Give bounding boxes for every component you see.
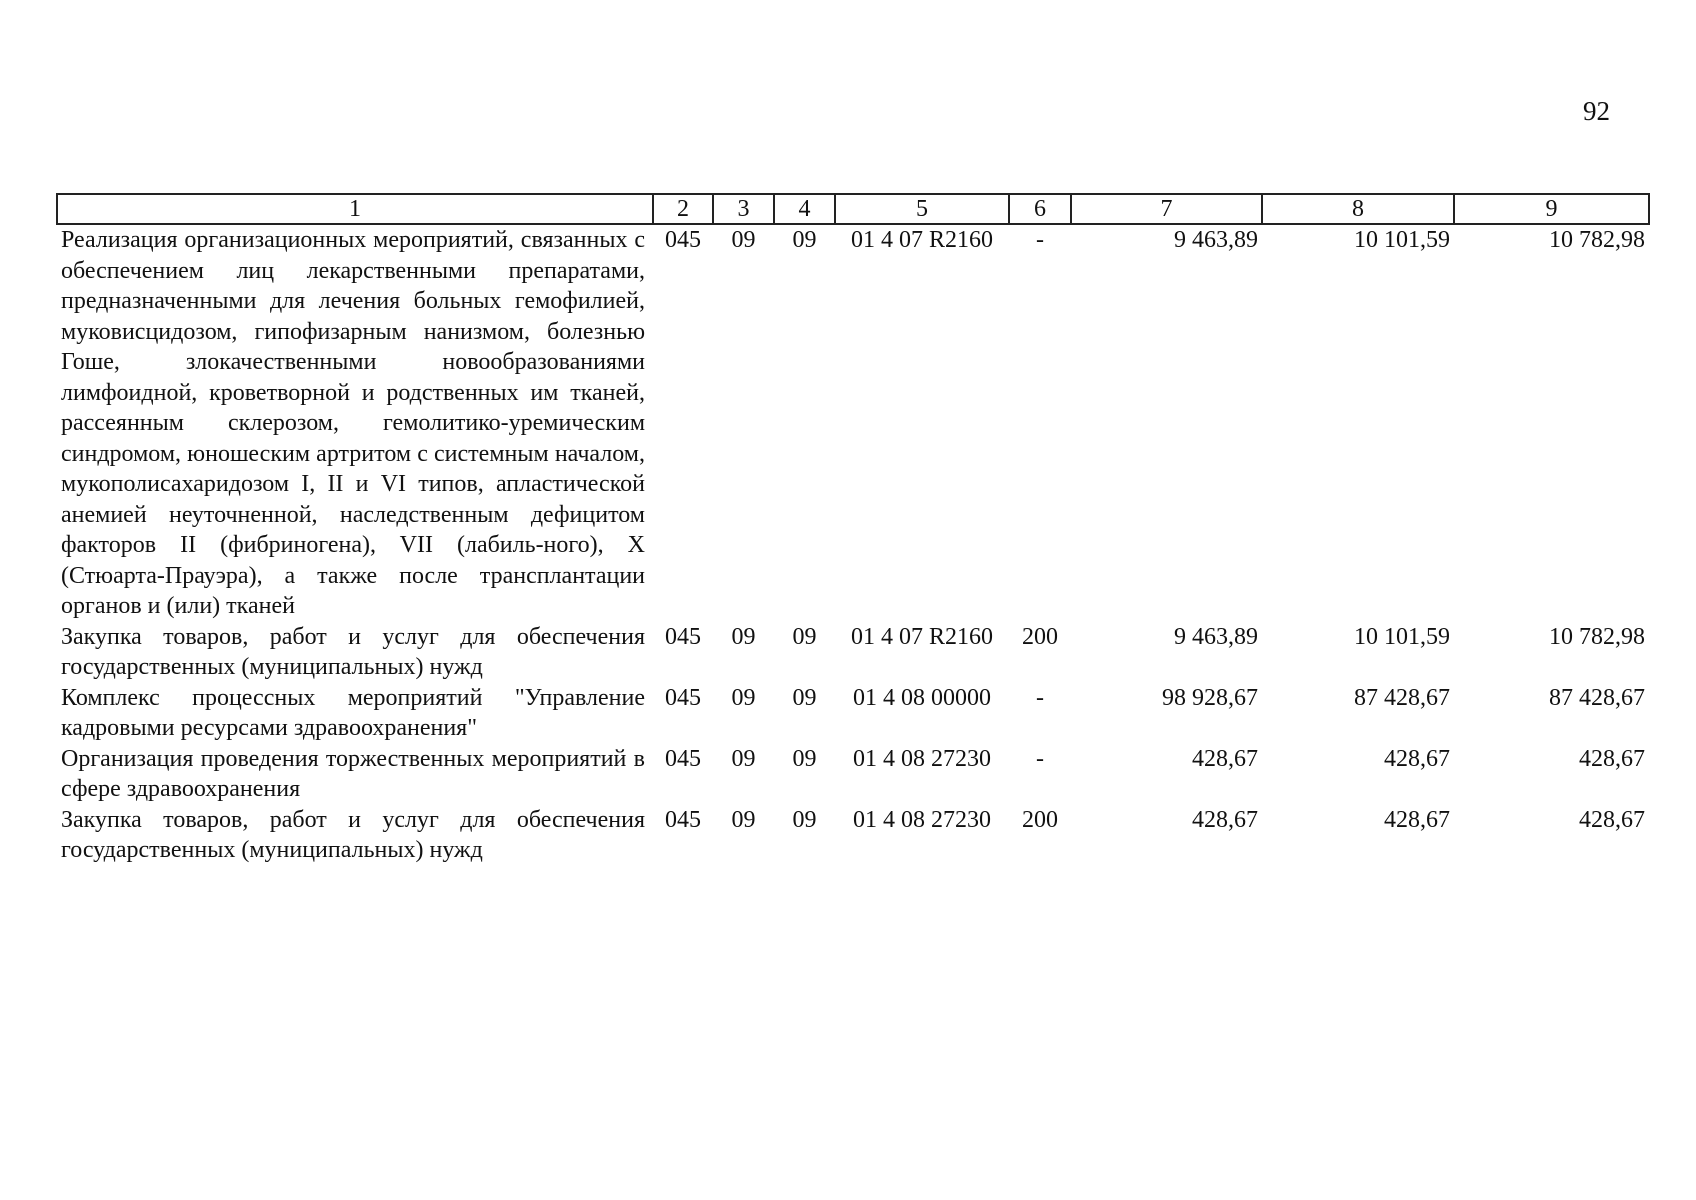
column-header: 9 [1454, 194, 1649, 224]
cell-c8: 428,67 [1384, 745, 1450, 772]
table-row [57, 622, 1649, 683]
cell-c3: 09 [731, 684, 756, 711]
column-header: 2 [653, 194, 713, 224]
column-header: 1 [57, 194, 653, 224]
cell-c4: 09 [792, 623, 817, 650]
cell-c7: 428,67 [1192, 745, 1258, 772]
cell-c8: 10 101,59 [1354, 227, 1450, 253]
cell-c9: 428,67 [1579, 745, 1645, 772]
table-header-row [57, 194, 1649, 224]
row-description: Закупка товаров, работ и услуг для обеспечения государственных (муниципальных) нужд [61, 806, 645, 863]
table-row [57, 683, 1649, 744]
column-header: 4 [774, 194, 835, 224]
cell-c8: 10 101,59 [1354, 623, 1450, 650]
row-description: Организация проведения торжественных мероприятий в сфере здравоохранения [61, 745, 645, 802]
cell-c7: 9 463,89 [1174, 227, 1258, 253]
cell-c7: 98 928,67 [1162, 684, 1258, 711]
cell-c6: 200 [1022, 806, 1058, 833]
cell-c2: 045 [665, 623, 701, 650]
cell-c5: 01 4 08 27230 [853, 806, 991, 833]
cell-c6: - [1036, 684, 1044, 711]
cell-c5: 01 4 08 27230 [853, 745, 991, 772]
row-description: Комплекс процессных мероприятий "Управление кадровыми ресурсами здравоохранения" [61, 684, 645, 741]
cell-c2: 045 [665, 806, 701, 833]
column-header: 8 [1262, 194, 1454, 224]
cell-c4: 09 [792, 227, 817, 253]
cell-c4: 09 [792, 745, 817, 772]
cell-c9: 10 782,98 [1549, 623, 1645, 650]
cell-c5: 01 4 07 R2160 [850, 623, 993, 650]
budget-table [56, 193, 1650, 866]
cell-c3: 09 [731, 806, 756, 833]
cell-c5: 01 4 08 00000 [853, 684, 991, 711]
cell-c4: 09 [792, 684, 817, 711]
page-number: 92 [1583, 96, 1610, 126]
cell-c6: - [1036, 227, 1044, 253]
column-header: 6 [1009, 194, 1071, 224]
cell-c3: 09 [731, 745, 756, 772]
cell-c9: 428,67 [1579, 806, 1645, 833]
cell-c9: 87 428,67 [1549, 684, 1645, 711]
cell-c2: 045 [665, 227, 701, 253]
table-row [57, 805, 1649, 866]
cell-c6: 200 [1022, 623, 1058, 650]
table-row [57, 744, 1649, 805]
cell-c2: 045 [665, 745, 701, 772]
column-header: 7 [1071, 194, 1262, 224]
row-description: Реализация организационных мероприятий, связанных с обеспечением лиц лекарственными препаратами, предназначенными для лечения больных гемофилией, муковисцидозом, гипофизарным нанизмом, болезнью Гоше, злокачественными новообразованиями лимфоидной, кроветворной и родственных им тканей, рассеянным склерозом, гемолитико-уремическим синдромом, юношеским артритом с системным началом, мукополисахаридозом I, II и VI типов, апластической анемией неуточненной, наследственным дефицитом факторов II (фибриногена), VII (лабиль-ного), X (Стюарта-Прауэра), а также после трансплантации органов и (или) тканей [61, 227, 645, 619]
cell-c3: 09 [731, 623, 756, 650]
cell-c9: 10 782,98 [1549, 227, 1645, 253]
cell-c5: 01 4 07 R2160 [850, 227, 993, 253]
cell-c6: - [1036, 745, 1044, 772]
cell-c4: 09 [792, 806, 817, 833]
cell-c2: 045 [665, 684, 701, 711]
cell-c3: 09 [731, 227, 756, 253]
row-description: Закупка товаров, работ и услуг для обеспечения государственных (муниципальных) нужд [61, 623, 645, 680]
column-header: 3 [713, 194, 774, 224]
cell-c8: 87 428,67 [1354, 684, 1450, 711]
table-row [57, 224, 1649, 622]
cell-c8: 428,67 [1384, 806, 1450, 833]
column-header: 5 [835, 194, 1009, 224]
cell-c7: 428,67 [1192, 806, 1258, 833]
cell-c7: 9 463,89 [1174, 623, 1258, 650]
